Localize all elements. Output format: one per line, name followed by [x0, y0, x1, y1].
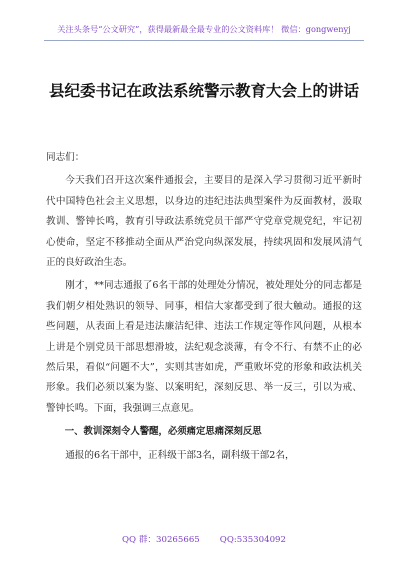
footer-contact	[0, 533, 408, 545]
header-divider	[44, 40, 364, 41]
paragraph-case-report: 刚才，**同志通报了6名干部的处理处分情况，被处理处分的同志都是我们朝夕相处熟识的领导、同事，相信大家都受到了很大触动。通报的这些问题，从表面上看是违法廉洁纪律、违法工作规定等作风问题，从根本上讲是个别党员干部思想滑坡，法纪观念淡薄，有令不行、有禁不止的必然后果，看似“问题不大”，实则其害如虎，严重败坏党的形象和政法机关形象。我们必须以案为鉴、以案明纪，深刻反思、举一反三，引以为戒、警钟长鸣。下面，我强调三点意见。	[46, 280, 362, 414]
paragraph-section-1: 通报的6名干部中，正科级干部3名，副科级干部2名，	[65, 449, 295, 461]
section-heading-1: 一、教训深刻令人警醒，必须痛定思痛深刻反思	[64, 426, 262, 438]
document-body	[46, 148, 362, 469]
paragraph-intro: 今天我们召开这次案件通报会，主要目的是深入学习贯彻习近平新时代中国特色社会主义思想，以身边的违纪违法典型案件为反面教材，汲取教训、警钟长鸣，教育引导政法系统党员干部严守党章党规党纪，牢记初心使命，坚定不移推动全面从严治党向纵深发展，持续巩固和发展风清气正的良好政治生态。	[46, 175, 362, 269]
salutation: 同志们：	[46, 152, 85, 163]
document-title: 县纪委书记在政法系统警示教育大会上的讲话	[48, 82, 359, 100]
footer-qq-number: QQ:535304092	[219, 535, 286, 545]
header-banner: 关注头条号“公文研究”，获得最新最全最专业的公文资料库！ 微信：gongwenyj	[57, 24, 351, 34]
footer-qq-group: QQ 群：30265665	[122, 535, 200, 545]
